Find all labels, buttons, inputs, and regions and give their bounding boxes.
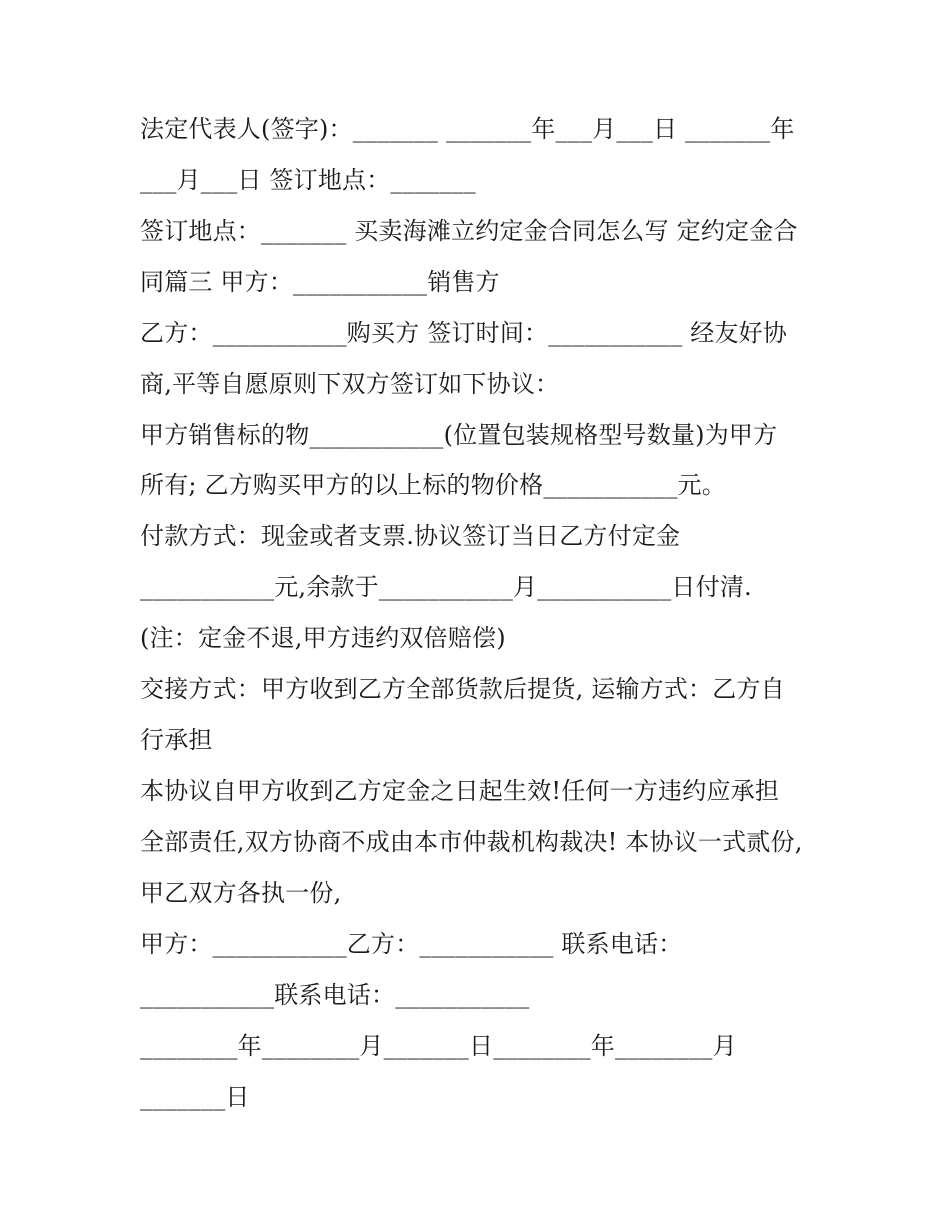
text-line-sign-place-title: 签订地点：_______ 买卖海滩立约定金合同怎么写 定约定金合 <box>140 217 798 245</box>
text-line-deposit-note: (注：定金不退,甲方违约双倍赔偿) <box>140 624 506 652</box>
text-line-price: 所有; 乙方购买甲方的以上标的物价格___________元。 <box>140 471 726 499</box>
text-line-payment-method: 付款方式：现金或者支票.协议签订当日乙方付定金 <box>140 522 681 550</box>
text-line-effective-clause: 本协议自甲方收到乙方定金之日起生效!任何一方违约应承担 <box>140 777 780 805</box>
text-line-party-a-seller: 同篇三 甲方：___________销售方 <box>140 268 500 296</box>
text-line-signatures-phone: ___________联系电话：___________ <box>140 981 530 1009</box>
text-line-representative-signature: 法定代表人(签字)：_______ _______年___月___日 _______年 <box>140 115 795 143</box>
text-line-signature-day: _______日 <box>140 1083 250 1111</box>
text-line-balance-payment: ___________元,余款于___________月___________日付清. <box>140 573 752 601</box>
text-line-copies-clause: 甲乙双方各执一份, <box>140 879 342 907</box>
text-line-delivery-burden: 行承担 <box>140 726 213 754</box>
text-line-signature-dates: ________年________月_______日________年________月 <box>140 1032 737 1060</box>
text-line-party-b-buyer: 乙方：___________购买方 签订时间：___________ 经友好协 <box>140 319 788 347</box>
text-line-agreement-intro: 商,平等自愿原则下双方签订如下协议： <box>140 370 560 398</box>
text-line-sign-date-place: ___月___日 签订地点：_______ <box>140 166 476 194</box>
text-line-delivery-method: 交接方式：甲方收到乙方全部货款后提货, 运输方式：乙方自 <box>140 675 785 703</box>
text-line-signatures-parties: 甲方：___________乙方：___________ 联系电话： <box>140 930 683 958</box>
text-line-liability-clause: 全部责任,双方协商不成由本市仲裁机构裁决! 本协议一式贰份, <box>140 828 803 856</box>
text-line-subject-matter: 甲方销售标的物___________(位置包装规格型号数量)为甲方 <box>140 421 778 449</box>
